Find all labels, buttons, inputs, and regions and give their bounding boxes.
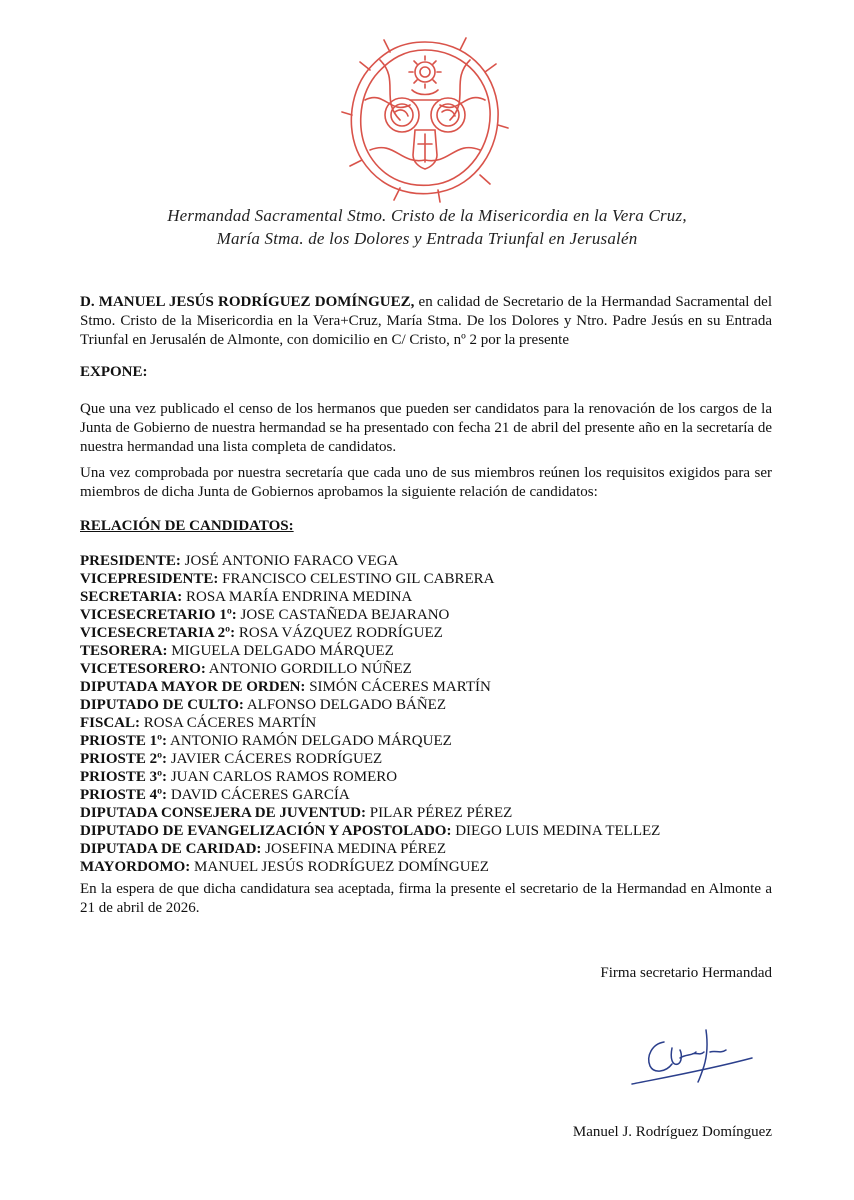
list-item <box>80 570 772 588</box>
list-item <box>80 840 772 858</box>
paragraph-approval <box>80 464 772 502</box>
candidate-name: JOSE CASTAÑEDA BEJARANO <box>236 607 450 623</box>
paragraph-census <box>80 400 772 457</box>
signature-title: Firma secretario Hermandad <box>600 965 772 981</box>
candidate-role: PRIOSTE 3º: <box>80 769 168 785</box>
closing-text: En la espera de que dicha candidatura sea aceptada, firma la presente el secretario de la Hermandad en Almonte a 21 de abril de 2026. <box>80 881 772 916</box>
signatory-name: Manuel J. Rodríguez Domínguez <box>572 1124 772 1140</box>
list-item <box>80 588 772 606</box>
candidate-role: DIPUTADO DE CULTO: <box>80 697 244 713</box>
candidate-name: JAVIER CÁCERES RODRÍGUEZ <box>167 751 383 767</box>
candidate-role: DIPUTADA MAYOR DE ORDEN: <box>80 679 306 695</box>
list-item <box>80 696 772 714</box>
list-item <box>80 714 772 732</box>
paragraph-approval-text: Una vez comprobada por nuestra secretaría que cada uno de sus miembros reúnen los requisitos exigidos para ser miembros de dicha Junta de Gobiernos aprobamos la siguiente relación de candidatos: <box>80 465 772 500</box>
candidate-name: JUAN CARLOS RAMOS ROMERO <box>167 769 398 785</box>
candidate-name: ROSA CÁCERES MARTÍN <box>140 715 317 731</box>
list-item <box>80 822 772 840</box>
candidate-name: DIEGO LUIS MEDINA TELLEZ <box>451 823 661 839</box>
list-item <box>80 786 772 804</box>
candidate-name: MIGUELA DELGADO MÁRQUEZ <box>167 643 394 659</box>
candidate-role: DIPUTADA CONSEJERA DE JUVENTUD: <box>80 805 367 821</box>
candidate-name: JOSÉ ANTONIO FARACO VEGA <box>180 553 399 569</box>
secretary-name: D. MANUEL JESÚS RODRÍGUEZ DOMÍNGUEZ, <box>80 294 415 310</box>
list-item <box>80 768 772 786</box>
candidate-name: PILAR PÉREZ PÉREZ <box>366 805 513 821</box>
candidates-title: RELACIÓN DE CANDIDATOS: <box>80 518 294 534</box>
candidate-role: DIPUTADA DE CARIDAD: <box>80 841 262 857</box>
candidate-name: ANTONIO GORDILLO NÚÑEZ <box>205 661 412 677</box>
candidate-role: MAYORDOMO: <box>80 859 191 875</box>
candidate-role: VICEPRESIDENTE: <box>80 571 219 587</box>
candidate-role: SECRETARIA: <box>80 589 183 605</box>
brotherhood-name-line-2: María Stma. de los Dolores y Entrada Triunfal en Jerusalén <box>216 229 638 248</box>
candidate-name: MANUEL JESÚS RODRÍGUEZ DOMÍNGUEZ <box>190 859 489 875</box>
candidate-role: PRIOSTE 4º: <box>80 787 168 803</box>
list-item <box>80 858 772 876</box>
paragraph-census-text: Que una vez publicado el censo de los hermanos que pueden ser candidatos para la renovación de los cargos de la Junta de Gobierno de nuestra hermandad se ha presentado con fecha 21 de abril del presente año en la secretaría de nuestra hermandad una lista completa de candidatos. <box>80 401 772 455</box>
intro-paragraph <box>80 293 772 350</box>
list-item <box>80 606 772 624</box>
list-item <box>80 660 772 678</box>
candidate-role: PRESIDENTE: <box>80 553 181 569</box>
candidate-role: PRIOSTE 2º: <box>80 751 168 767</box>
candidates-title-block <box>80 517 772 536</box>
candidates-list <box>80 552 772 876</box>
list-item <box>80 750 772 768</box>
candidate-name: DAVID CÁCERES GARCÍA <box>167 787 350 803</box>
expone-section <box>80 363 772 382</box>
list-item <box>80 678 772 696</box>
brotherhood-crest-icon <box>340 30 510 205</box>
list-item <box>80 624 772 642</box>
candidate-role: TESORERA: <box>80 643 168 659</box>
expone-label: EXPONE: <box>80 364 148 380</box>
candidate-name: ALFONSO DELGADO BÁÑEZ <box>243 697 447 713</box>
candidate-role: FISCAL: <box>80 715 141 731</box>
candidate-name: SIMÓN CÁCERES MARTÍN <box>305 679 491 695</box>
candidate-role: DIPUTADO DE EVANGELIZACIÓN Y APOSTOLADO: <box>80 823 452 839</box>
candidate-name: ANTONIO RAMÓN DELGADO MÁRQUEZ <box>167 733 452 749</box>
list-item <box>80 804 772 822</box>
candidate-name: JOSEFINA MEDINA PÉREZ <box>261 841 447 857</box>
list-item <box>80 642 772 660</box>
intro-text: en calidad de Secretario de la Hermandad Sacramental del Stmo. Cristo de la Misericordia en la Vera+Cruz, María Stma. De los Dolores y Ntro. Padre Jesús en su Entrada Triunfal en Jerusalén de Almonte, con domicilio en C/ Cristo, nº 2 por la presente <box>80 294 773 348</box>
candidate-role: VICESECRETARIO 1º: <box>80 607 237 623</box>
candidate-name: ROSA VÁZQUEZ RODRÍGUEZ <box>235 625 443 641</box>
list-item <box>80 552 772 570</box>
brotherhood-name-line-1: Hermandad Sacramental Stmo. Cristo de la Misericordia en la Vera Cruz, <box>167 206 687 225</box>
closing-paragraph <box>80 880 772 918</box>
list-item <box>80 732 772 750</box>
candidate-role: VICETESORERO: <box>80 661 206 677</box>
candidate-name: ROSA MARÍA ENDRINA MEDINA <box>182 589 413 605</box>
candidate-role: PRIOSTE 1º: <box>80 733 168 749</box>
candidate-name: FRANCISCO CELESTINO GIL CABRERA <box>218 571 495 587</box>
handwritten-signature-icon <box>612 1000 772 1100</box>
candidate-role: VICESECRETARIA 2º: <box>80 625 236 641</box>
